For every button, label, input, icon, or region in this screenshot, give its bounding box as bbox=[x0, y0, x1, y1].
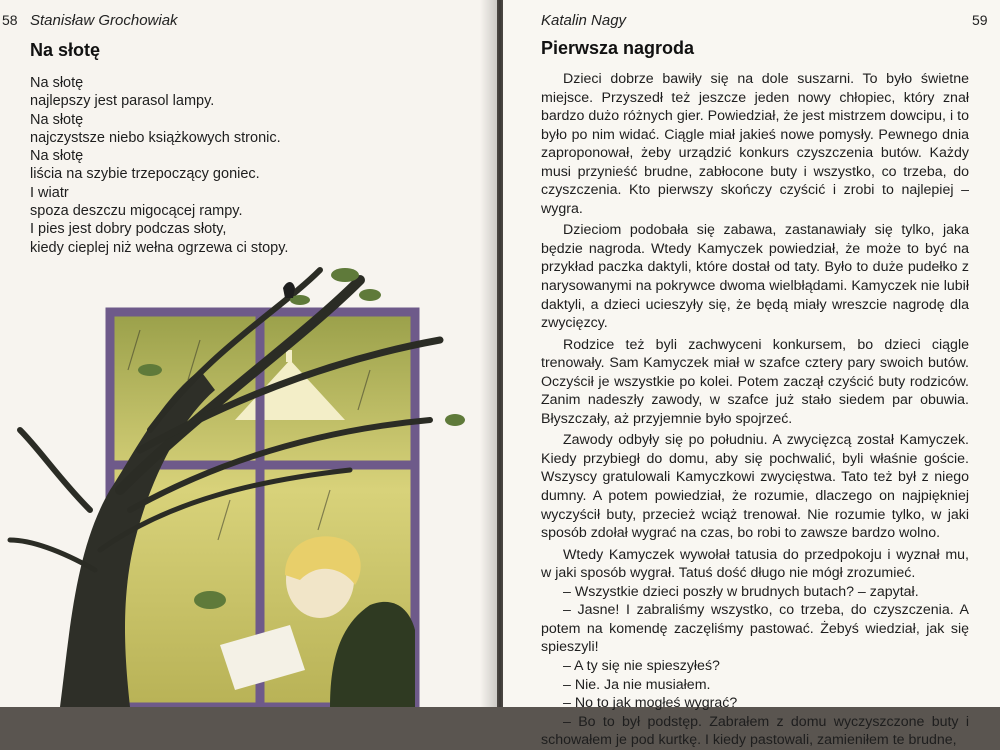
page-number-right: 59 bbox=[972, 12, 988, 28]
paragraph: Zawody odbyły się po południu. A zwycięzcą został Kamyczek. Kiedy przybiegł do domu, aby się pochwalić, byli właśnie goście. Wszyscy gratulowali Kamyczkowi zwycięstwa. Tato też był z niego dumny. A potem powiedział, że rozumie, dlaczego on najpiękniej wyczyścił buty, przecież wciąż trenował. Nie rozumie tylko, w jaki sposób zdołał wygrać na czas, bo robi to zawsze bardzo wolno. bbox=[541, 432, 969, 542]
poem-title: Na słotę bbox=[30, 40, 101, 60]
poem-line: najczystsze niebo książkowych stronic. bbox=[30, 129, 281, 146]
poem-line: najlepszy jest parasol lampy. bbox=[30, 93, 215, 110]
poem-line: spoza deszczu migocącej rampy. bbox=[30, 203, 243, 220]
paragraph: Rodzice też byli zachwyceni konkursem, bo dzieci ciągle trenowały. Sam Kamyczek miał w szafce cztery pary swoich butów. Oczyścił je wszystkie po kolei. Potem zaczął czyścić buty rodziców. Zanim nadeszły zawody, w szafce już stało siedem par obuwia. Błyszczały, aż przyjemnie było spojrzeć. bbox=[541, 336, 969, 427]
window-illustration bbox=[0, 250, 497, 707]
left-page bbox=[0, 0, 497, 707]
paragraph: Wtedy Kamyczek wywołał tatusia do przedpokoju i wyznał mu, w jaki sposób wygrał. Tatuś dość długo nie mógł zrozumieć. bbox=[541, 546, 969, 582]
poem-line: Na słotę bbox=[30, 148, 84, 165]
bird bbox=[283, 282, 295, 298]
poem-line: kiedy cieplej niż wełna ogrzewa ci stopy. bbox=[30, 239, 289, 256]
poem-author: Stanisław Grochowiak bbox=[30, 12, 178, 29]
story-author: Katalin Nagy bbox=[541, 12, 627, 29]
dialogue-line: – Nie. Ja nie musiałem. bbox=[563, 676, 711, 693]
page-number: 58 bbox=[2, 12, 18, 28]
dialogue-line: – No to jak mogłeś wygrać? bbox=[563, 695, 738, 712]
poem-line: I wiatr bbox=[30, 184, 69, 201]
dialogue-line: – Wszystkie dzieci poszły w brudnych butach? – zapytał. bbox=[563, 583, 919, 600]
dialogue-line: – A ty się nie spieszyłeś? bbox=[563, 657, 720, 674]
story-body bbox=[541, 70, 969, 750]
poem-body bbox=[30, 74, 288, 257]
poem-line: liścia na szybie trzepoczący goniec. bbox=[30, 166, 260, 183]
story-title: Pierwsza nagroda bbox=[541, 38, 695, 58]
dialogue-line: – Jasne! I zabraliśmy wszystko, co trzeba, do czyszczenia. A potem na komendę zaczęliśmy pastować. Żebyś wiedział, jak się spieszyli! bbox=[541, 602, 969, 656]
paragraph: Dzieciom podobała się zabawa, zastanawiały się tylko, jaka będzie nagroda. Wtedy Kamyczek powiedział, że może to być na przykład paczka daktyli, które dostał od taty. Było to duże pudełko z narysowanymi na pokrywce dwoma wielbłądami. Kamyczek nie lubił daktyli, a dzieci ucieszyły się, że będą miały wreszcie nagrodę dla zwycięzcy. bbox=[541, 222, 969, 332]
poem-line: Na słotę bbox=[30, 75, 84, 91]
paragraph: Dzieci dobrze bawiły się na dole suszarni. To było świetne miejsce. Przyszedł też jeszcze jeden nowy chłopiec, który znał bardzo dużo różnych gier. Powiedział, że jest mistrzem dowcipu, i to było po nim widać. Ciągle miał jakieś nowe pomysły. Pewnego dnia zaproponował, żeby urządzić konkurs czyszczenia butów. Każdy musi przynieść brudne, zabłocone buty i wszystko, co trzeba, do czyszczenia. Kto pierwszy skończy czyścić i zrobi to najlepiej – wygra. bbox=[541, 71, 969, 217]
poem-line: Na słotę bbox=[30, 111, 84, 128]
dialogue-line: – Bo to był podstęp. Zabrałem z domu wyczyszczone buty i schowałem je pod kurtkę. I kiedy pastowali, zamieniłem te brudne, bbox=[541, 713, 969, 749]
poem-line: I pies jest dobry podczas słoty, bbox=[30, 221, 227, 238]
